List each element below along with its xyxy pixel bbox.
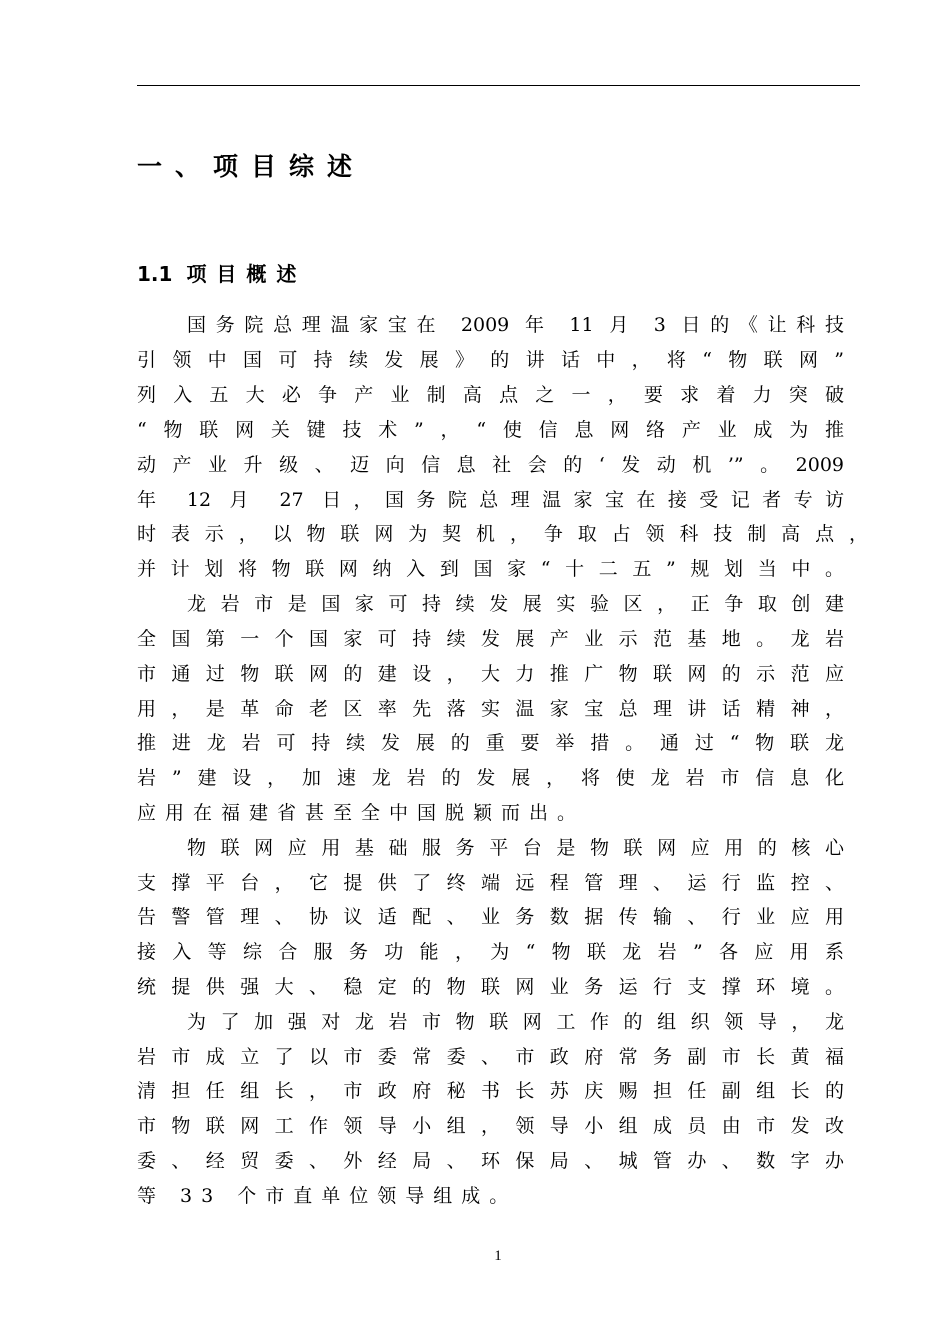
paragraph-4-line-6: 等 33 个市直单位领导组成。 [137, 1185, 518, 1207]
page-number: 1 [494, 1248, 502, 1264]
paragraph-2-line-6: 岩”建设，加速龙岩的发展，将使龙岩市信息化 [137, 767, 844, 789]
paragraph-3-line-1: 物联网应用基础服务平台是物联网应用的核心 [187, 837, 844, 859]
paragraph-3-line-5: 统提供强大、稳定的物联网业务运行支撑环境。 [137, 976, 844, 998]
paragraph-2-line-2: 全国第一个国家可持续发展产业示范基地。龙岩 [137, 628, 844, 650]
paragraph-4-line-4: 市物联网工作领导小组，领导小组成员由市发改 [137, 1115, 844, 1137]
paragraph-1-line-2: 引领中国可持续发展》的讲话中，将“物联网” [137, 349, 844, 371]
paragraph-1-line-5: 动产业升级、迈向信息社会的‘发动机’”。2009 [137, 454, 844, 476]
paragraph-1-line-6: 年 12 月 27 日，国务院总理温家宝在接受记者专访 [137, 489, 844, 511]
paragraph-4-line-3: 清担任组长，市政府秘书长苏庆赐担任副组长的 [137, 1080, 844, 1102]
section-title: 项目概述 [186, 262, 307, 286]
paragraph-1-line-3: 列入五大必争产业制高点之一，要求着力突破 [137, 384, 844, 406]
paragraph-1-line-8: 并计划将物联网纳入到国家“十二五”规划当中。 [137, 558, 844, 580]
paragraph-1-line-7: 时表示，以物联网为契机，争取占领科技制高点， [137, 523, 868, 545]
section-heading [137, 258, 306, 287]
paragraph-2-line-7: 应用在福建省甚至全中国脱颖而出。 [137, 802, 586, 824]
paragraph-4-line-5: 委、经贸委、外经局、环保局、城管办、数字办 [137, 1150, 844, 1172]
paragraph-2-line-1: 龙岩市是国家可持续发展实验区，正争取创建 [187, 593, 844, 615]
paragraph-3-line-2: 支撑平台，它提供了终端远程管理、运行监控、 [137, 872, 844, 894]
paragraph-2-line-5: 推进龙岩可持续发展的重要举措。通过“物联龙 [137, 732, 844, 754]
paragraph-3-line-4: 接入等综合服务功能，为“物联龙岩”各应用系 [137, 941, 844, 963]
paragraph-4-line-1: 为了加强对龙岩市物联网工作的组织领导，龙 [187, 1011, 844, 1033]
header-rule [137, 85, 860, 86]
chapter-title: 一、项目综述 [137, 152, 366, 181]
paragraph-4-line-2: 岩市成立了以市委常委、市政府常务副市长黄福 [137, 1046, 844, 1068]
section-number: 1.1 [137, 262, 173, 286]
paragraph-2-line-3: 市通过物联网的建设，大力推广物联网的示范应 [137, 663, 844, 685]
paragraph-1-line-1: 国务院总理温家宝在 2009 年 11 月 3 日的《让科技 [187, 314, 844, 336]
paragraph-3-line-3: 告警管理、协议适配、业务数据传输、行业应用 [137, 906, 844, 928]
paragraph-2-line-4: 用，是革命老区率先落实温家宝总理讲话精神， [137, 698, 844, 720]
paragraph-1-line-4: “物联网关键技术”，“使信息网络产业成为推 [137, 419, 844, 441]
